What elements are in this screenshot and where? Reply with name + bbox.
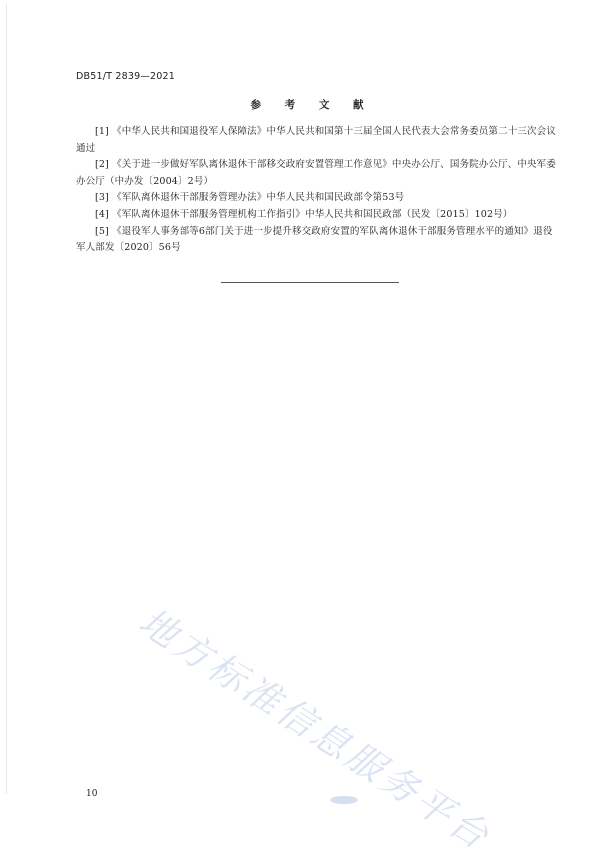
heading-char: 文 (318, 99, 330, 111)
reference-item: [3] 《军队离休退休干部服务管理办法》中华人民共和国民政部令第53号 (95, 192, 405, 204)
reference-item: [4] 《军队离休退休干部服务管理机构工作指引》中华人民共和国民政部（民发〔2015〕102号） (95, 208, 513, 220)
end-rule-divider (221, 282, 399, 283)
reference-item: [2] 《关于进一步做好军队离休退休干部移交政府安置管理工作意见》中央办公厅、国务院办公厅、中央军委办公厅（中办发〔2004〕2号） (76, 159, 556, 187)
standard-code: DB51/T 2839—2021 (76, 71, 175, 82)
heading-char: 考 (284, 99, 296, 111)
reference-list (76, 124, 559, 257)
reference-item: [5] 《退役军人事务部等6部门关于进一步提升移交政府安置的军队离休退休干部服务管理水平的通知》退役军人部发〔2020〕56号 (76, 225, 553, 254)
references-heading (0, 97, 614, 112)
page-number: 10 (86, 789, 98, 799)
watermark: 地方标准信息服务平台 (131, 599, 499, 860)
heading-char: 参 (250, 99, 262, 111)
heading-char: 献 (352, 99, 364, 111)
reference-item: [1] 《中华人民共和国退役军人保障法》中华人民共和国第十三届全国人民代表大会常务委员第二十三次会议通过 (76, 126, 556, 154)
watermark-mark-icon (330, 796, 358, 804)
page-frame (6, 4, 607, 794)
